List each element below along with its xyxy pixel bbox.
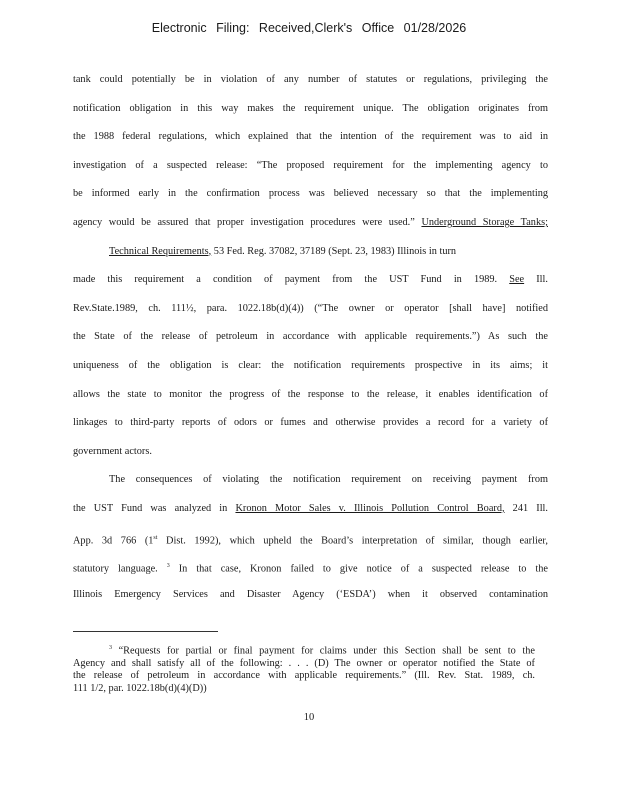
text-line: tank could potentially be in violation of any number of statutes or regulations, privileging the	[73, 74, 548, 85]
text-line: allows the state to monitor the progress of the response to the release, it enables identification of	[73, 388, 548, 400]
text-line: agency would be assured that proper investigation procedures were used.” Underground Storage Tanks;	[73, 216, 548, 228]
ordinal-suffix: st	[153, 534, 158, 541]
text-line: uniqueness of the obligation is clear: the notification requirements prospective in its aims; it	[73, 359, 548, 371]
footnote-line: $^3$ “Requests for partial or final payment for claims under this Section shall be sent to the	[109, 645, 535, 657]
text-line: linkages to third-party reports of odors or fumes and otherwise provides a record for a variety of	[73, 417, 548, 429]
footnote	[73, 642, 535, 695]
footnote-marker: 3	[109, 645, 112, 651]
footnote-line: 111 1/2, par. 1022.18b(d)(4)(D))	[73, 682, 207, 694]
text-line: the 1988 federal regulations, which explained that the intention of the requirement was to aid in	[73, 131, 548, 143]
case-citation: Underground Storage Tanks;	[421, 216, 548, 228]
case-citation: Technical Requirements,	[109, 245, 212, 257]
filing-header: Electronic Filing: Received,Clerk's Office 01/28/2026	[151, 21, 467, 35]
case-citation: Kronon Motor Sales v. Illinois Pollution Control Board,	[235, 502, 505, 514]
text-line: Illinois Emergency Services and Disaster Agency (‘ESDA’) when it observed contamination	[73, 588, 548, 600]
text-line: Technical Requirements, 53 Fed. Reg. 37082, 37189 (Sept. 23, 1983) Illinois in turn	[109, 245, 457, 257]
footnote-line: Agency and shall satisfy all of the following: . . . (D) The owner or operator notified the State of	[73, 657, 535, 669]
signal-see: See	[509, 274, 525, 286]
page-number: 10	[303, 712, 315, 723]
footnote-divider	[73, 631, 218, 632]
text-line: made this requirement a condition of payment from the UST Fund in 1989. See Ill.	[73, 274, 548, 286]
text-line: Rev.State.1989, ch. 111½, para. 1022.18b(d)(4)) (“The owner or operator [shall have] notified	[73, 302, 548, 314]
body-text	[73, 71, 548, 614]
footnote-line: the release of petroleum in accordance with applicable requirements.” (Ill. Rev. Stat. 1989, ch.	[73, 670, 535, 682]
text-line: The consequences of violating the notification requirement on receiving payment from	[109, 474, 548, 486]
text-line: notification obligation in this way makes the requirement unique. The obligation originates from	[73, 102, 548, 114]
text-line: investigation of a suspected release: “The proposed requirement for the implementing agency to	[73, 159, 548, 171]
text-line: App. 3d 766 (1st Dist. 1992), which upheld the Board’s interpretation of similar, though earlier,	[73, 534, 548, 546]
text-line: the State of the release of petroleum in accordance with applicable requirements.”) As such the	[73, 331, 548, 343]
text-line: be informed early in the confirmation process was believed necessary so that the implementing	[73, 188, 548, 200]
text-line: the UST Fund was analyzed in Kronon Motor Sales v. Illinois Pollution Control Board, 241 Ill.	[73, 502, 548, 514]
text-line: statutory language. $^3$ In that case, Kronon failed to give notice of a suspected release to the	[73, 563, 548, 575]
footnote-reference[interactable]: 3	[166, 563, 170, 570]
text-line: government actors.	[73, 445, 152, 457]
